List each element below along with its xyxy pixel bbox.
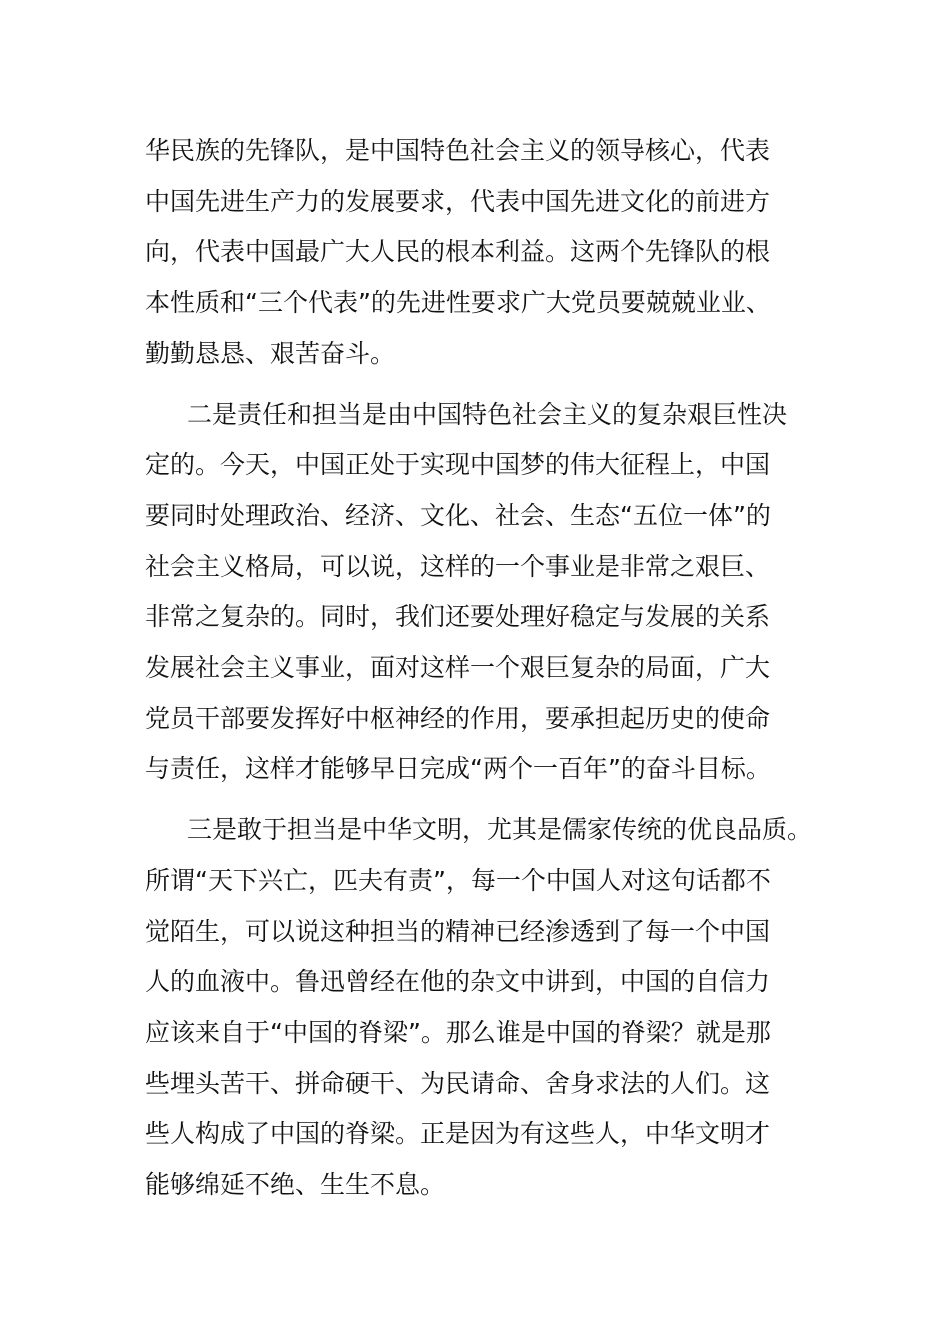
paragraph-line: 中国先进生产力的发展要求，代表中国先进文化的前进方: [145, 186, 771, 216]
paragraph-line: 觉陌生，可以说这种担当的精神已经渗透到了每一个中国: [145, 916, 771, 946]
paragraph-line: 三是敢于担当是中华文明，尤其是儒家传统的优良品质。: [187, 815, 813, 845]
paragraph-line: 定的。今天，中国正处于实现中国梦的伟大征程上，中国: [145, 450, 771, 480]
paragraph-3: [145, 805, 815, 1211]
paragraph-line: 二是责任和担当是由中国特色社会主义的复杂艰巨性决: [187, 399, 788, 429]
paragraph-2: [145, 390, 815, 796]
paragraph-line: 非常之复杂的。同时，我们还要处理好稳定与发展的关系: [145, 602, 771, 632]
paragraph-line: 所谓“天下兴亡，匹夫有责”，每一个中国人对这句话都不: [145, 865, 771, 895]
paragraph-line: 人的血液中。鲁迅曾经在他的杂文中讲到，中国的自信力: [145, 967, 771, 997]
paragraph-line: 些人构成了中国的脊梁。正是因为有这些人，中华文明才: [145, 1119, 771, 1149]
paragraph-line: 社会主义格局，可以说，这样的一个事业是非常之艰巨、: [145, 551, 771, 581]
paragraph-line: 应该来自于“中国的脊梁”。那么谁是中国的脊梁？就是那: [145, 1017, 771, 1047]
paragraph-line: 本性质和“三个代表”的先进性要求广大党员要兢兢业业、: [145, 288, 771, 318]
paragraph-line: 向，代表中国最广大人民的根本利益。这两个先锋队的根: [145, 237, 771, 267]
paragraph-line: 发展社会主义事业，面对这样一个艰巨复杂的局面，广大: [145, 653, 771, 683]
body-text: [145, 126, 815, 1211]
paragraph-line: 勤勤恳恳、艰苦奋斗。: [145, 338, 396, 368]
paragraph-line: 要同时处理政治、经济、文化、社会、生态“五位一体”的: [145, 500, 771, 530]
paragraph-line: 党员干部要发挥好中枢神经的作用，要承担起历史的使命: [145, 703, 771, 733]
paragraph-line: 华民族的先锋队，是中国特色社会主义的领导核心，代表: [145, 136, 771, 165]
paragraph-line: 些埋头苦干、拼命硬干、为民请命、舍身求法的人们。这: [145, 1068, 771, 1098]
paragraph-1: [145, 126, 815, 380]
paragraph-line: 能够绵延不绝、生生不息。: [145, 1170, 446, 1200]
paragraph-line: 与责任，这样才能够早日完成“两个一百年”的奋斗目标。: [145, 754, 771, 784]
